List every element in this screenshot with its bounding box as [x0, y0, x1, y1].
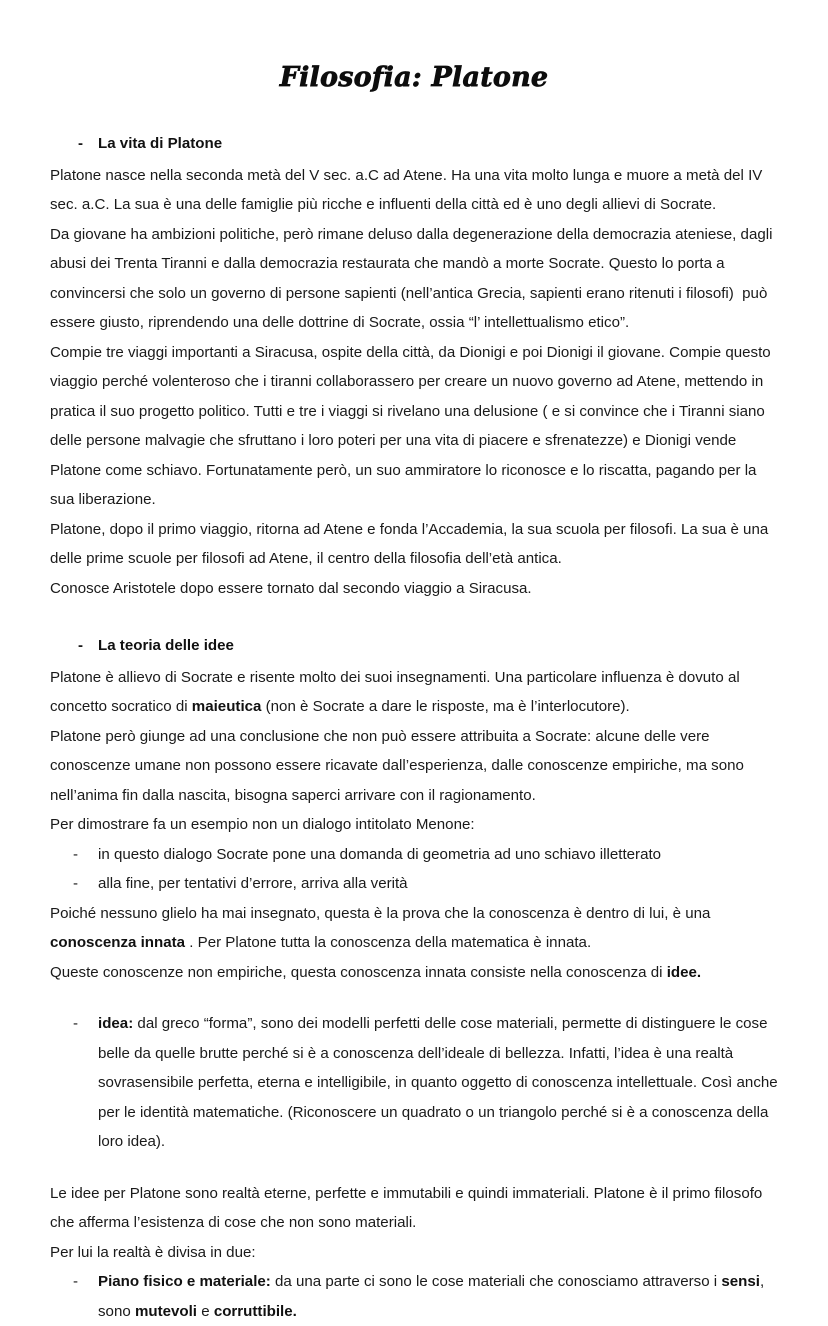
section-heading-vita: [50, 123, 779, 161]
idea-description: dal greco “forma”, sono dei modelli perfetti delle cose materiali, permette di distinguere le cose belle da quelle brutte perché si è a conoscenza dell’ideale di bellezza. Infatti, l’idea è una realtà sovrasensibile perfetta, eterna e intelligibile, in quanto oggetto di conoscenza intellettuale. Così anche per le identità matematiche. (Riconoscere un quadrato o un triangolo perché si è a conoscenza della loro idea).: [98, 1015, 782, 1150]
list-item-idea: [50, 1009, 782, 1157]
piano-text-2: , sono: [98, 1273, 769, 1320]
paragraph-conoscenza-innata: [50, 899, 779, 958]
idee-bold-term: idee.: [666, 963, 702, 981]
corruttibile-bold-term: corruttibile.: [213, 1302, 297, 1320]
paragraph-le-idee: Le idee per Platone sono realtà eterne, perfette e immutabili e quindi immateriali. Platone è il primo filosofo che afferma l’esistenza di cose che non sono materiali.: [50, 1184, 767, 1231]
bullet-dash: -: [73, 1015, 79, 1032]
maieutica-text-post: (non è Socrate a dare le risposte, ma è l’interlocutore).: [261, 698, 630, 715]
idea-bold-term: idea:: [98, 1015, 134, 1032]
poiche-text-post: . Per Platone tutta la conoscenza della matematica è innata.: [185, 934, 592, 951]
poiche-text-pre: Poiché nessuno glielo ha mai insegnato, questa è la prova che la conoscenza è dentro di lui, è una: [50, 904, 715, 922]
paragraph-vita-4: Platone, dopo il primo viaggio, ritorna ad Atene e fonda l’Accademia, la sua scuola per filosofi. La sua è una delle prime scuole per filosofi ad Atene, il centro della filosofia dell’età antica.: [50, 520, 773, 567]
bullet-dash: -: [73, 845, 79, 863]
sensi-bold-term: sensi: [721, 1273, 760, 1290]
section-bullet-dash: -: [78, 135, 84, 152]
list-item-menone-1: [50, 840, 779, 870]
paragraph-vita-1: Platone nasce nella seconda metà del V sec. a.C ad Atene. Ha una vita molto lunga e muore a metà del IV sec. a.C. La sua è una delle famiglie più ricche e influenti della città ed è uno degli allievi di Socrate.: [50, 166, 767, 213]
section-heading-label: La vita di Platone: [98, 135, 223, 152]
document-body: [0, 123, 828, 1326]
piano-text-1: da una parte ci sono le cose materiali che conosciamo attraverso i: [270, 1273, 722, 1290]
paragraph-vita-3: Compie tre viaggi importanti a Siracusa, ospite della città, da Dionigi e poi Dionigi il giovane. Compie questo viaggio perché volenteroso che i tiranni collaborassero per creare un nuovo governo ad Atene, mettendo in pratica il suo progetto politico. Tutti e tre i viaggi si rivelano una delusione ( e si convince che i Tiranni siano delle persone malvagie che sfruttano i loro poteri per una vita di piacere e sfrenatezze) e Dionigi vende Platone come schiavo. Fortunatamente però, un suo ammiratore lo riconosce e lo riscatta, pagando per la sua liberazione.: [50, 343, 775, 508]
paragraph-vita-2: Da giovane ha ambizioni politiche, però rimane deluso dalla degenerazione della democrazia ateniese, dagli abusi dei Trenta Tiranni e dalla democrazia restaurata che mandò a morte Socrate. Questo lo porta a convincersi che solo un governo di persone sapienti (nell’antica Grecia, sapienti erano ritenuti i filosofi) può essere giusto, riprendendo una delle dottrine di Socrate, ossia “l’ intellettualismo etico”.: [50, 225, 777, 331]
paragraph-spacer: [50, 1157, 779, 1179]
bullet-dash: -: [73, 1273, 79, 1290]
bullet-dash: -: [73, 875, 79, 892]
piano-text-3: e: [197, 1302, 214, 1320]
paragraph-conclusione: Platone però giunge ad una conclusione che non può essere attribuita a Socrate: alcune delle vere conoscenze umane non possono essere ricavate dall’esperienza, dalle conoscenze empiriche, ma sono nell’anima fin dalla nascita, bisogna saperci arrivare con il ragionamento.: [50, 727, 749, 804]
list-item-label: [98, 1267, 779, 1326]
page-title: Filosofia: Platone: [279, 62, 549, 93]
paragraph-queste-conoscenze: [50, 958, 779, 988]
maieutica-text-pre: Platone è allievo di Socrate e risente molto dei suoi insegnamenti. Una particolare influenza è dovuto al concetto socratico di: [50, 668, 744, 715]
list-item-label: alla fine, per tentativi d’errore, arriva alla verità: [98, 875, 408, 892]
list-item-menone-2: [50, 869, 779, 899]
list-item-piano-fisico: [50, 1267, 779, 1326]
paragraph-per-lui: Per lui la realtà è divisa in due:: [50, 1243, 256, 1261]
paragraph-menone-intro: Per dimostrare fa un esempio non un dialogo intitolato Menone:: [50, 816, 475, 833]
queste-text-pre: Queste conoscenze non empiriche, questa conoscenza innata consiste nella conoscenza di: [50, 963, 667, 981]
paragraph-vita-5: Conosce Aristotele dopo essere tornato dal secondo viaggio a Siracusa.: [50, 579, 532, 597]
paragraph-spacer: [50, 987, 779, 1009]
section-bullet-dash: -: [78, 637, 84, 654]
list-item-label: [98, 1009, 782, 1157]
maieutica-bold-term: maieutica: [191, 698, 262, 715]
section-heading-label: La teoria delle idee: [98, 637, 234, 654]
piano-fisico-bold-term: Piano fisico e materiale:: [98, 1273, 271, 1290]
conoscenza-innata-bold-term: conoscenza innata: [50, 934, 186, 951]
section-spacer: [50, 603, 779, 625]
paragraph-maieutica: [50, 663, 779, 722]
section-heading-teoria: [50, 625, 779, 663]
mutevoli-bold-term: mutevoli: [134, 1302, 198, 1320]
list-item-label: in questo dialogo Socrate pone una domanda di geometria ad uno schiavo illetterato: [98, 845, 662, 863]
